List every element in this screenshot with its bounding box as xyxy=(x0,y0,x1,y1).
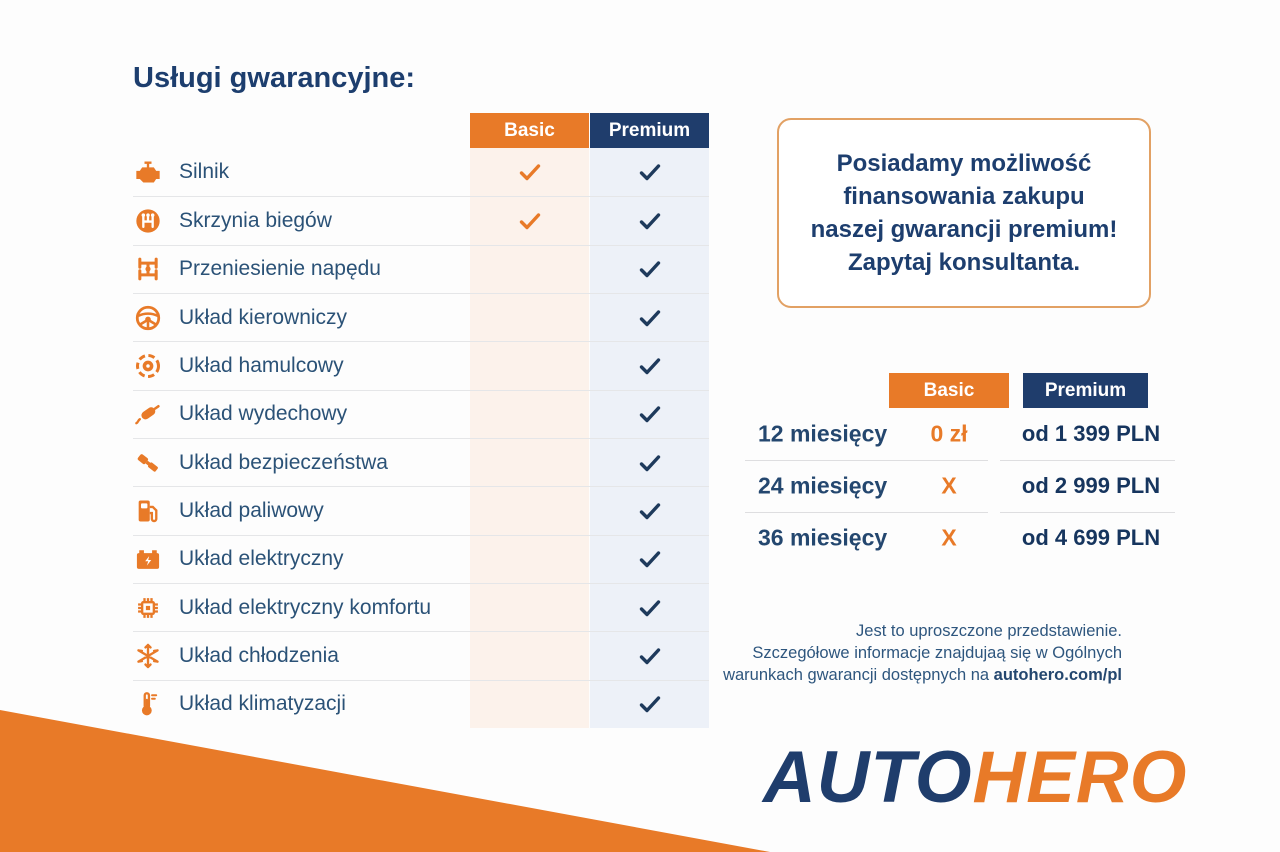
basic-check-cell xyxy=(470,294,589,341)
premium-check-cell xyxy=(590,294,709,341)
basic-check-cell xyxy=(470,681,589,728)
pricing-premium-header: Premium xyxy=(1023,373,1148,408)
steering-wheel-icon xyxy=(133,303,163,333)
check-icon xyxy=(638,644,662,668)
check-icon xyxy=(638,692,662,716)
pricing-premium-value: od 4 699 PLN xyxy=(1021,525,1161,550)
basic-check-cell xyxy=(470,342,589,389)
pricing-row xyxy=(745,512,1175,564)
check-icon xyxy=(638,451,662,475)
row-label: Przeniesienie napędu xyxy=(179,257,381,281)
financing-promo-box xyxy=(777,118,1151,308)
check-icon xyxy=(518,209,542,233)
table-row xyxy=(133,245,709,293)
disclaimer-line: warunkach gwarancji dostępnych na autohero.com/pl xyxy=(723,666,1122,684)
promo-text-line: Posiadamy możliwość xyxy=(836,150,1092,177)
website-text: autohero.com/pl xyxy=(993,666,1122,684)
pricing-row xyxy=(745,408,1175,460)
premium-column-header: Premium xyxy=(590,113,709,148)
premium-check-cell xyxy=(590,584,709,631)
basic-check-cell xyxy=(470,536,589,583)
basic-column-header: Basic xyxy=(470,113,589,148)
snowflake-icon xyxy=(133,641,163,671)
promo-text-line: finansowania zakupu xyxy=(843,183,1085,210)
premium-check-cell xyxy=(590,439,709,486)
chip-icon xyxy=(133,593,163,623)
row-label: Układ kierowniczy xyxy=(179,305,348,329)
disclaimer-line: Jest to uproszczone przedstawienie. xyxy=(856,622,1122,640)
check-icon xyxy=(638,160,662,184)
basic-check-cell xyxy=(470,197,589,244)
disclaimer xyxy=(723,620,1122,686)
premium-check-cell xyxy=(590,487,709,534)
table-row xyxy=(133,390,709,438)
table-row xyxy=(133,438,709,486)
pricing-period: 24 miesięcy xyxy=(758,472,888,499)
basic-check-cell xyxy=(470,148,589,196)
row-label: Układ bezpieczeństwa xyxy=(179,450,388,474)
row-label: Układ hamulcowy xyxy=(179,353,344,377)
gearbox-icon xyxy=(133,206,163,236)
check-icon xyxy=(638,306,662,330)
row-label: Silnik xyxy=(179,160,230,184)
pricing-period: 36 miesięcy xyxy=(758,524,888,551)
table-row xyxy=(133,293,709,341)
pricing-period: 12 miesięcy xyxy=(758,420,888,447)
disclaimer-line: Szczegółowe informacje znajdujaą się w Ogólnych xyxy=(752,644,1122,662)
premium-check-cell xyxy=(590,536,709,583)
page-title: Usługi gwarancyjne: xyxy=(133,62,416,94)
pricing-basic-value: 0 zł xyxy=(930,420,968,447)
pricing-rows xyxy=(745,408,1175,564)
pricing-basic-header: Basic xyxy=(889,373,1009,408)
table-row xyxy=(133,535,709,583)
premium-check-cell xyxy=(590,246,709,293)
basic-check-cell xyxy=(470,487,589,534)
premium-check-cell xyxy=(590,681,709,728)
premium-check-cell xyxy=(590,632,709,679)
premium-check-cell xyxy=(590,148,709,196)
row-label: Układ wydechowy xyxy=(179,402,348,426)
row-label: Układ chłodzenia xyxy=(179,643,339,667)
check-icon xyxy=(638,209,662,233)
autohero-logo xyxy=(763,736,1187,819)
check-icon xyxy=(518,160,542,184)
row-label: Układ klimatyzacji xyxy=(179,692,346,716)
check-icon xyxy=(638,402,662,426)
promo-text-line: Zapytaj konsultanta. xyxy=(847,249,1081,276)
row-label: Układ elektryczny komfortu xyxy=(179,595,432,619)
pricing-premium-value: od 2 999 PLN xyxy=(1021,473,1161,498)
seatbelt-icon xyxy=(133,448,163,478)
table-row xyxy=(133,148,709,196)
pricing-basic-value: X xyxy=(941,524,957,551)
table-row xyxy=(133,486,709,534)
battery-icon xyxy=(133,544,163,574)
comparison-rows xyxy=(133,148,709,728)
logo-hero-text: HERO xyxy=(972,737,1188,818)
basic-check-cell xyxy=(470,246,589,293)
pricing-row xyxy=(745,460,1175,512)
table-row xyxy=(133,680,709,728)
promo-text-line: naszej gwarancji premium! xyxy=(810,216,1118,243)
basic-check-cell xyxy=(470,439,589,486)
brake-disc-icon xyxy=(133,351,163,381)
row-label: Skrzynia biegów xyxy=(179,208,332,232)
check-icon xyxy=(638,257,662,281)
exhaust-icon xyxy=(133,399,163,429)
basic-check-cell xyxy=(470,584,589,631)
row-label: Układ paliwowy xyxy=(179,498,324,522)
premium-check-cell xyxy=(590,342,709,389)
premium-check-cell xyxy=(590,197,709,244)
fuel-pump-icon xyxy=(133,496,163,526)
thermometer-icon xyxy=(133,689,163,719)
check-icon xyxy=(638,499,662,523)
premium-check-cell xyxy=(590,391,709,438)
logo-auto-text: AUTO xyxy=(763,737,973,818)
check-icon xyxy=(638,596,662,620)
table-row xyxy=(133,631,709,679)
table-row xyxy=(133,341,709,389)
table-row xyxy=(133,196,709,244)
check-icon xyxy=(638,547,662,571)
check-icon xyxy=(638,354,662,378)
table-row xyxy=(133,583,709,631)
pricing-basic-value: X xyxy=(941,472,957,499)
basic-check-cell xyxy=(470,632,589,679)
engine-icon xyxy=(133,157,163,187)
pricing-premium-value: od 1 399 PLN xyxy=(1021,421,1161,446)
drivetrain-icon xyxy=(133,254,163,284)
row-label: Układ elektryczny xyxy=(179,547,344,571)
basic-check-cell xyxy=(470,391,589,438)
